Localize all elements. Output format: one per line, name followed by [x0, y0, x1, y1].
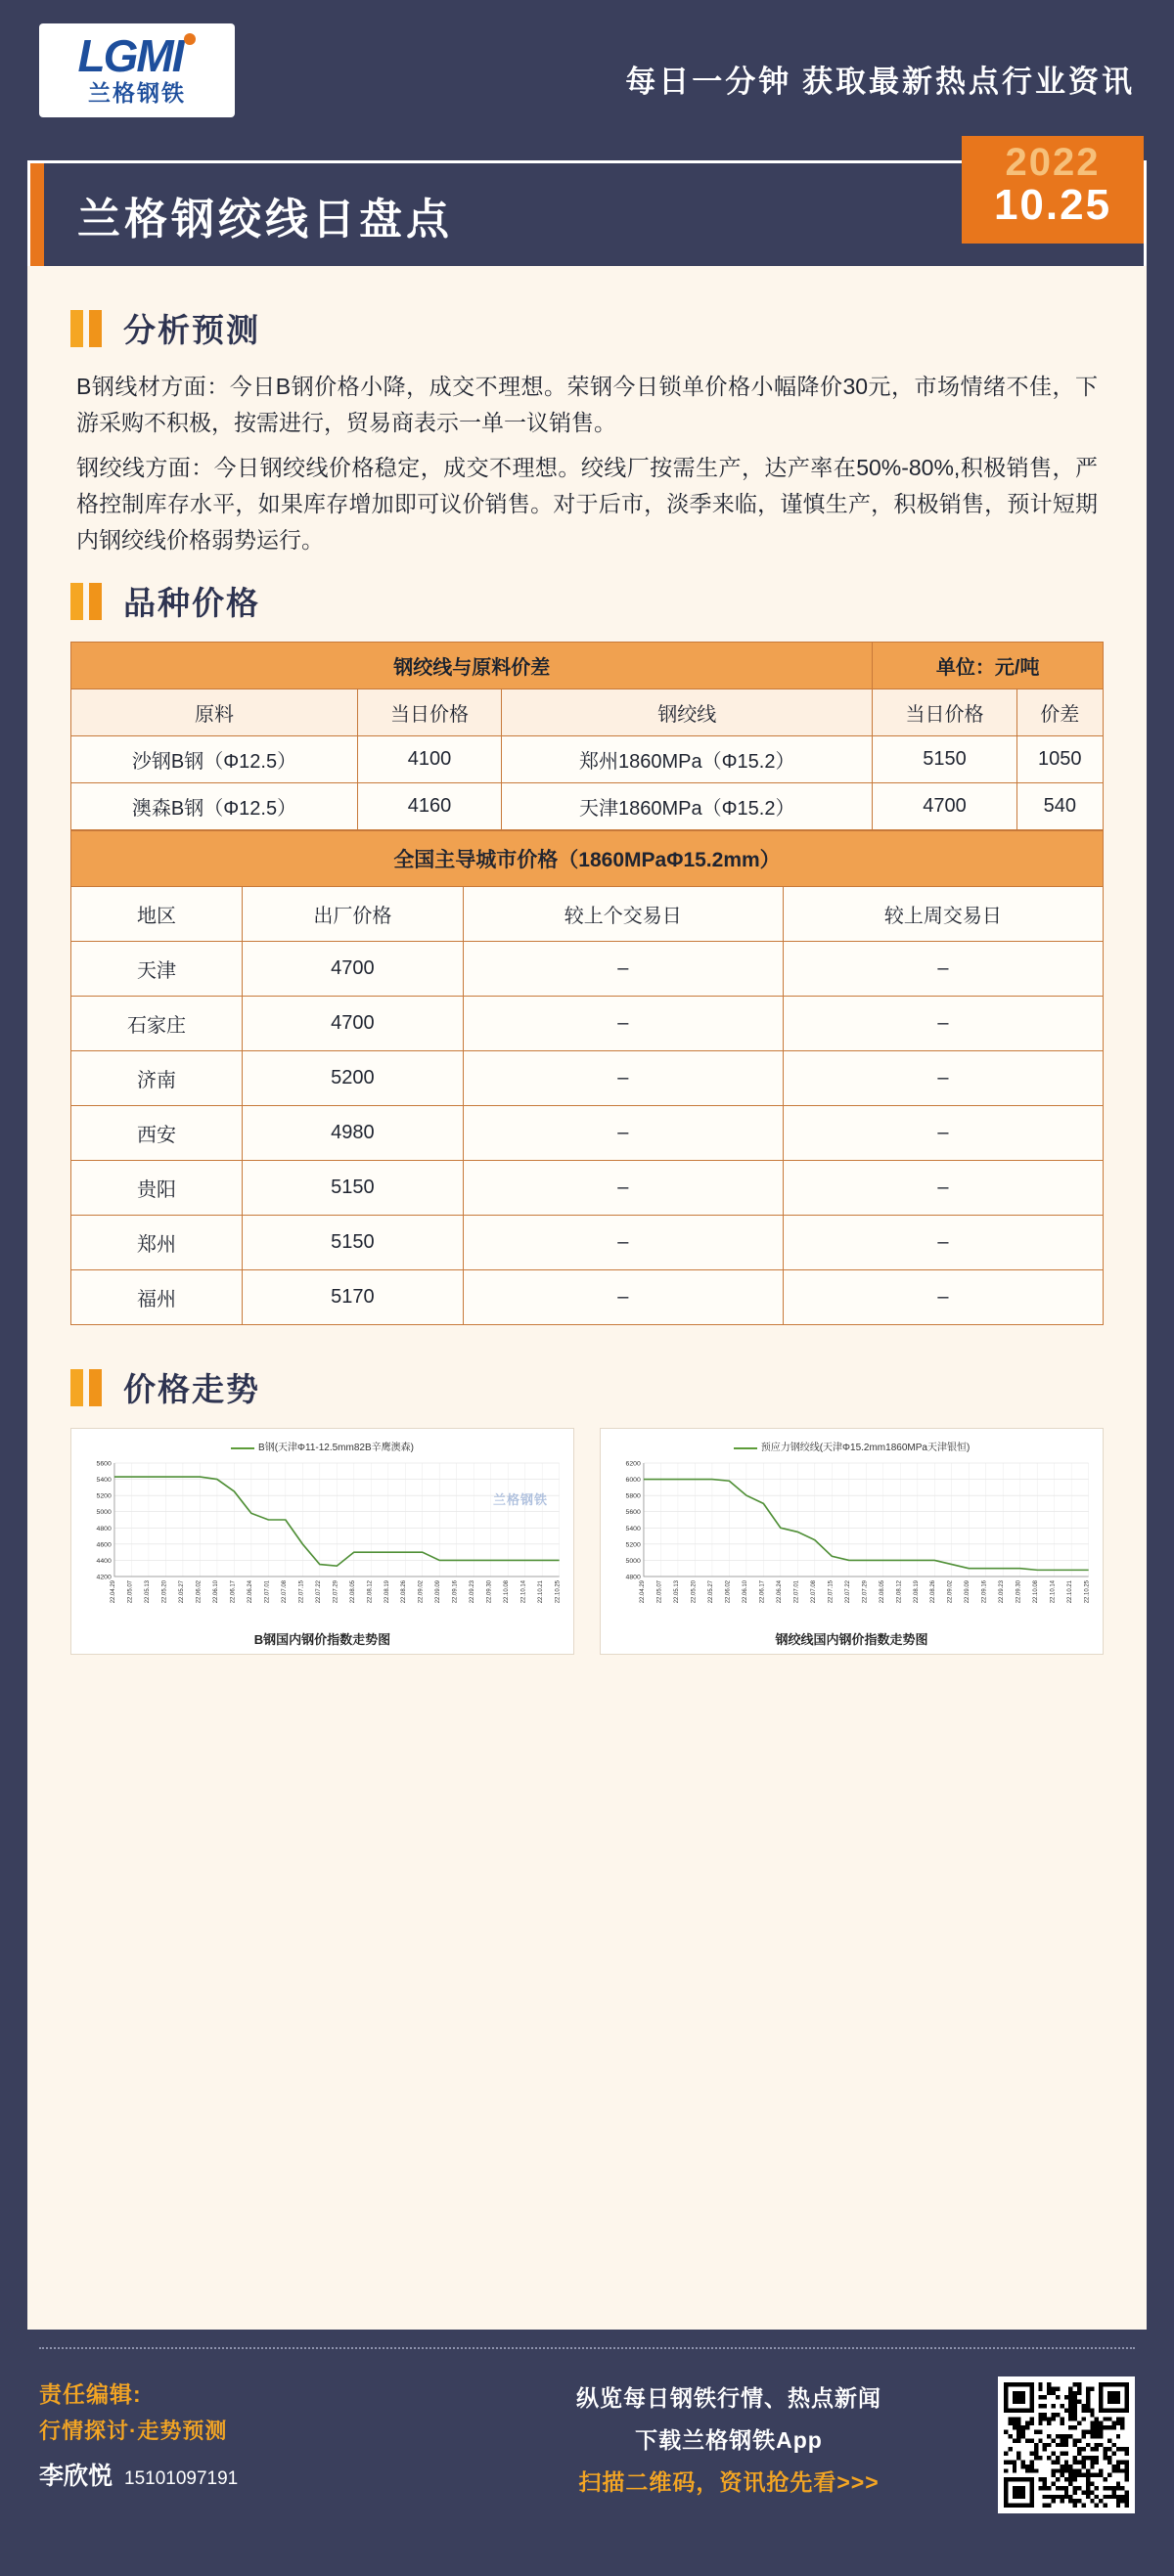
section-marker-icon-3 [70, 1369, 102, 1406]
col-head-raw: 原料 [71, 689, 358, 736]
analysis-paragraph-1: B钢线材方面：今日B钢价格小降，成交不理想。荣钢今日锁单价格小幅降价30元，市场情绪不佳，下游采购不积极，按需进行，贸易商表示一单一议销售。 [76, 374, 1098, 436]
chart-legend-2-label: 预应力钢绞线(天津Φ15.2mm1860MPa天津银恒) [760, 1443, 971, 1454]
marker-bar-2 [89, 310, 102, 347]
cell: 福州 [71, 1270, 243, 1325]
svg-text:22.06.02: 22.06.02 [195, 1580, 203, 1604]
svg-text:22.09.30: 22.09.30 [1015, 1580, 1022, 1604]
logo-dot-icon [184, 33, 196, 45]
svg-text:22.10.25: 22.10.25 [1083, 1580, 1091, 1604]
promo-line-2: 下载兰格钢铁App [635, 2427, 823, 2453]
svg-text:22.10.08: 22.10.08 [1032, 1580, 1040, 1604]
svg-text:22.05.27: 22.05.27 [177, 1580, 185, 1604]
table-row [71, 1051, 1104, 1106]
col-head-strand-price: 当日价格 [873, 689, 1016, 736]
svg-text:22.08.05: 22.08.05 [878, 1580, 885, 1604]
cell: 济南 [71, 1051, 243, 1106]
section-title-trend: 价格走势 [123, 1371, 260, 1408]
svg-text:22.05.07: 22.05.07 [126, 1580, 134, 1604]
title-band [27, 141, 1147, 266]
cell: 4160 [357, 783, 501, 830]
svg-text:22.09.02: 22.09.02 [946, 1580, 954, 1604]
marker-bar-4 [89, 583, 102, 620]
cell: – [783, 1270, 1103, 1325]
svg-text:22.09.30: 22.09.30 [485, 1580, 493, 1604]
analysis-paragraph-2: 钢绞线方面：今日钢绞线价格稳定，成交不理想。绞线厂按需生产，达产率在50%-80%,积极销售，严格控制库存水平，如果库存增加即可议价销售。对于后市，淡季来临，谨慎生产，积极销售，预计短期内钢绞线价格弱势运行。 [76, 454, 1098, 553]
svg-text:22.07.01: 22.07.01 [263, 1580, 271, 1604]
title-accent-bar [30, 163, 44, 266]
svg-text:6000: 6000 [625, 1477, 641, 1485]
svg-text:22.08.12: 22.08.12 [366, 1580, 374, 1604]
cell: 4700 [873, 783, 1016, 830]
cell: 西安 [71, 1106, 243, 1161]
cell: 5170 [242, 1270, 463, 1325]
city-price-table [70, 830, 1104, 1325]
svg-text:22.06.24: 22.06.24 [775, 1580, 783, 1604]
chart-legend-1 [79, 1439, 565, 1453]
svg-text:22.08.12: 22.08.12 [895, 1580, 903, 1604]
svg-text:22.10.14: 22.10.14 [1049, 1580, 1057, 1604]
svg-text:22.08.19: 22.08.19 [912, 1580, 920, 1604]
svg-text:22.07.22: 22.07.22 [843, 1580, 851, 1604]
table-row [71, 783, 1104, 830]
cell: – [463, 1161, 783, 1216]
svg-text:5000: 5000 [96, 1509, 112, 1517]
cell: 5150 [242, 1161, 463, 1216]
svg-text:6200: 6200 [625, 1460, 641, 1468]
svg-text:5200: 5200 [96, 1493, 112, 1500]
marker-bar-1 [70, 310, 83, 347]
table-row [71, 1106, 1104, 1161]
cell: 澳森B钢（Φ12.5） [71, 783, 358, 830]
section-marker-icon-2 [70, 583, 102, 620]
svg-text:22.08.26: 22.08.26 [400, 1580, 408, 1604]
col-head-strand: 钢绞线 [502, 689, 873, 736]
promo-line-3: 扫描二维码，资讯抢先看>>> [578, 2469, 880, 2495]
svg-text:22.09.09: 22.09.09 [434, 1580, 442, 1604]
svg-text:22.05.20: 22.05.20 [690, 1580, 698, 1604]
svg-text:22.07.08: 22.07.08 [280, 1580, 288, 1604]
cell: 5150 [873, 736, 1016, 783]
chart-legend-2 [609, 1439, 1095, 1453]
cell: 郑州1860MPa（Φ15.2） [502, 736, 873, 783]
legend-line-icon-2 [734, 1447, 757, 1449]
cell: – [463, 997, 783, 1051]
legend-line-icon [231, 1447, 254, 1449]
qr-code-icon[interactable] [998, 2376, 1135, 2513]
svg-text:22.05.13: 22.05.13 [143, 1580, 151, 1604]
svg-text:22.05.07: 22.05.07 [655, 1580, 663, 1604]
city-table-wrapper [70, 830, 1104, 1325]
cell: 5200 [242, 1051, 463, 1106]
promo-line-1: 纵览每日钢铁行情、热点新闻 [576, 2385, 881, 2411]
svg-text:22.06.02: 22.06.02 [724, 1580, 732, 1604]
col-head-diff: 价差 [1016, 689, 1103, 736]
table-row [71, 1216, 1104, 1270]
table-row [71, 1270, 1104, 1325]
svg-text:22.07.15: 22.07.15 [827, 1580, 835, 1604]
chart-caption-1: B钢国内钢价指数走势图 [253, 1632, 391, 1648]
charts-row [70, 1428, 1104, 1655]
chart-watermark-1: 兰格钢铁 [492, 1492, 548, 1508]
section-title-analysis: 分析预测 [123, 312, 260, 348]
qr-code-wrapper[interactable] [998, 2351, 1135, 2513]
svg-text:22.06.24: 22.06.24 [246, 1580, 253, 1604]
svg-text:22.08.26: 22.08.26 [929, 1580, 937, 1604]
svg-text:22.06.17: 22.06.17 [229, 1580, 237, 1604]
col-head-region: 地区 [71, 887, 243, 942]
cell: 天津1860MPa（Φ15.2） [502, 783, 873, 830]
marker-bar-6 [89, 1369, 102, 1406]
cell: 4100 [357, 736, 501, 783]
header-slogan: 每日一分钟 获取最新热点行业资讯 [625, 65, 1135, 99]
footer-divider [39, 2347, 1135, 2349]
price-diff-unit: 单位：元/吨 [873, 643, 1104, 689]
cell: – [783, 997, 1103, 1051]
svg-text:22.09.09: 22.09.09 [964, 1580, 971, 1604]
svg-text:22.09.16: 22.09.16 [451, 1580, 459, 1604]
content-card [27, 266, 1147, 2330]
col-head-exfactory: 出厂价格 [242, 887, 463, 942]
editor-name: 李欣悦 [39, 2463, 113, 2490]
svg-text:5000: 5000 [625, 1558, 641, 1566]
section-header-trend [70, 1364, 1104, 1410]
table-row [71, 643, 1104, 689]
editor-name-row [39, 2457, 460, 2492]
logo-text-en-label: LGMI [77, 30, 183, 82]
svg-text:22.09.16: 22.09.16 [980, 1580, 988, 1604]
svg-text:22.07.01: 22.07.01 [792, 1580, 800, 1604]
logo-text-cn: 兰格钢铁 [88, 80, 186, 107]
section-title-price: 品种价格 [123, 585, 260, 622]
cell: 4700 [242, 997, 463, 1051]
logo [39, 23, 235, 117]
svg-text:5400: 5400 [96, 1477, 112, 1485]
footer-promo-block [460, 2351, 998, 2497]
svg-text:5600: 5600 [96, 1460, 112, 1468]
svg-text:22.09.02: 22.09.02 [417, 1580, 425, 1604]
chart-caption-2: 钢绞线国内钢价指数走势图 [775, 1632, 928, 1648]
cell: – [463, 1106, 783, 1161]
editor-subtitle: 行情探讨·走势预测 [39, 2419, 228, 2443]
cell: – [463, 1216, 783, 1270]
svg-text:22.04.29: 22.04.29 [638, 1580, 647, 1604]
svg-text:22.07.22: 22.07.22 [314, 1580, 322, 1604]
col-head-vs-prev-week: 较上周交易日 [783, 887, 1103, 942]
table-row [71, 997, 1104, 1051]
section-header-analysis [70, 305, 1104, 351]
cell: – [783, 1216, 1103, 1270]
cell: 1050 [1016, 736, 1103, 783]
table-row [71, 736, 1104, 783]
svg-text:4800: 4800 [96, 1526, 112, 1532]
svg-text:22.09.23: 22.09.23 [998, 1580, 1006, 1604]
price-diff-table [70, 642, 1104, 830]
svg-text:22.07.29: 22.07.29 [861, 1580, 869, 1604]
footer-editor-block [39, 2351, 460, 2492]
cell: – [463, 942, 783, 997]
table-row [71, 689, 1104, 736]
svg-text:22.10.08: 22.10.08 [503, 1580, 511, 1604]
svg-text:22.10.21: 22.10.21 [1066, 1580, 1074, 1604]
cell: 4700 [242, 942, 463, 997]
table-row [71, 887, 1104, 942]
cell: 5150 [242, 1216, 463, 1270]
date-year: 2022 [1005, 141, 1101, 184]
svg-text:5200: 5200 [625, 1541, 641, 1549]
chart-canvas-2 [609, 1457, 1095, 1623]
cell: – [783, 942, 1103, 997]
svg-text:22.08.19: 22.08.19 [383, 1580, 390, 1604]
date-day: 10.25 [993, 181, 1112, 229]
cell: 天津 [71, 942, 243, 997]
svg-text:5400: 5400 [625, 1526, 641, 1532]
page-footer [0, 2351, 1174, 2566]
editor-label: 责任编辑: [39, 2381, 142, 2407]
table-row [71, 1161, 1104, 1216]
svg-text:22.05.20: 22.05.20 [160, 1580, 168, 1604]
marker-bar-5 [70, 1369, 83, 1406]
cell: 4980 [242, 1106, 463, 1161]
cell: – [783, 1106, 1103, 1161]
svg-text:22.05.27: 22.05.27 [706, 1580, 714, 1604]
svg-text:22.06.10: 22.06.10 [211, 1580, 219, 1604]
col-head-raw-price: 当日价格 [357, 689, 501, 736]
price-table-wrapper [70, 642, 1104, 830]
price-diff-title: 钢绞线与原料价差 [71, 643, 873, 689]
page-title: 兰格钢绞线日盘点 [77, 195, 453, 244]
cell: 沙钢B钢（Φ12.5） [71, 736, 358, 783]
cell: 贵阳 [71, 1161, 243, 1216]
col-head-vs-prev-day: 较上个交易日 [463, 887, 783, 942]
chart-card-strand [600, 1428, 1104, 1655]
svg-text:22.06.10: 22.06.10 [741, 1580, 748, 1604]
svg-text:22.08.05: 22.08.05 [348, 1580, 356, 1604]
svg-text:22.10.25: 22.10.25 [554, 1580, 562, 1604]
table-row [71, 831, 1104, 887]
svg-text:4200: 4200 [96, 1574, 112, 1581]
cell: 540 [1016, 783, 1103, 830]
cell: – [783, 1161, 1103, 1216]
cell: – [783, 1051, 1103, 1106]
svg-text:22.04.29: 22.04.29 [109, 1580, 117, 1604]
svg-text:4600: 4600 [96, 1541, 112, 1549]
svg-text:22.09.23: 22.09.23 [469, 1580, 476, 1604]
svg-text:22.07.15: 22.07.15 [297, 1580, 305, 1604]
editor-phone: 15101097191 [124, 2468, 239, 2489]
cell: – [463, 1051, 783, 1106]
svg-text:22.07.29: 22.07.29 [332, 1580, 339, 1604]
chart-legend-1-label: B钢(天津Φ11-12.5mm82B辛鹰澳森) [258, 1443, 414, 1454]
svg-text:22.10.21: 22.10.21 [537, 1580, 545, 1604]
cell: 石家庄 [71, 997, 243, 1051]
city-table-band-title: 全国主导城市价格（1860MPaΦ15.2mm） [71, 831, 1104, 887]
svg-text:5800: 5800 [625, 1493, 641, 1500]
svg-text:22.05.13: 22.05.13 [672, 1580, 680, 1604]
cell: – [463, 1270, 783, 1325]
svg-text:22.10.14: 22.10.14 [519, 1580, 527, 1604]
logo-text-en [77, 30, 197, 82]
svg-text:4800: 4800 [625, 1574, 641, 1581]
section-header-price [70, 578, 1104, 624]
page-header [0, 0, 1174, 156]
svg-text:22.07.08: 22.07.08 [809, 1580, 817, 1604]
table-row [71, 942, 1104, 997]
date-badge [962, 136, 1144, 244]
svg-text:5600: 5600 [625, 1509, 641, 1517]
svg-text:22.06.17: 22.06.17 [758, 1580, 766, 1604]
section-marker-icon [70, 310, 102, 347]
chart-card-bgang [70, 1428, 574, 1655]
svg-text:4400: 4400 [96, 1558, 112, 1566]
cell: 郑州 [71, 1216, 243, 1270]
marker-bar-3 [70, 583, 83, 620]
chart-canvas-1 [79, 1457, 565, 1623]
qr-code-svg [1004, 2382, 1129, 2508]
